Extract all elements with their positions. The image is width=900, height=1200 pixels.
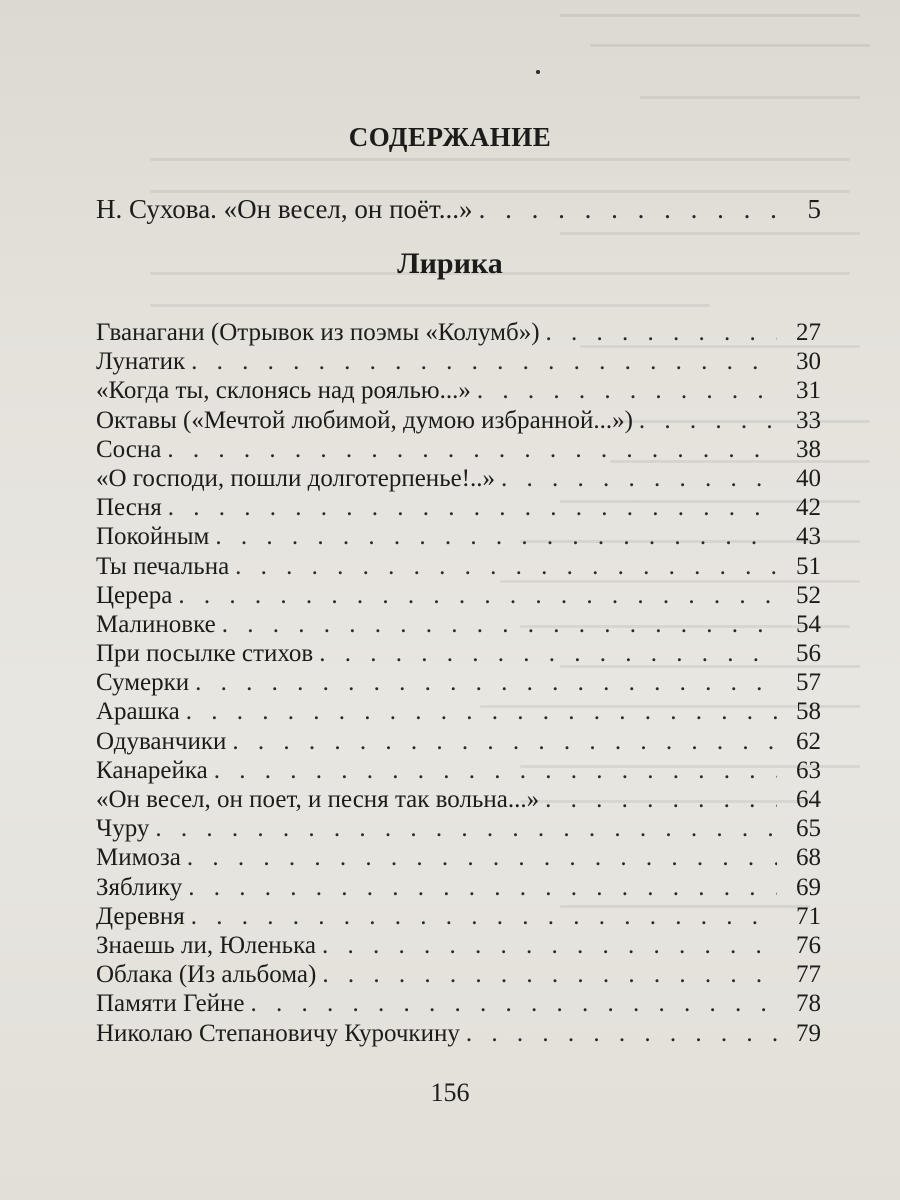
toc-entry	[96, 960, 821, 989]
entry-page: 33	[796, 406, 821, 434]
dot-leader	[216, 610, 777, 639]
entry-title: Покойным	[96, 523, 210, 551]
entry-page: 77	[796, 961, 821, 989]
toc-entry	[96, 610, 821, 639]
toc-entry	[96, 318, 821, 347]
entry-page: 69	[796, 873, 821, 901]
toc-entry	[96, 493, 821, 522]
toc-entry	[96, 931, 821, 960]
dot-leader	[208, 756, 777, 785]
entry-title: «Он весел, он поет, и песня так вольна...»	[96, 786, 540, 813]
entry-page: 54	[796, 610, 821, 638]
page-number: 156	[430, 1078, 470, 1107]
dot-leader	[316, 960, 777, 989]
dot-leader	[189, 668, 777, 697]
entry-title: Сумерки	[96, 669, 190, 697]
entry-page: 51	[796, 552, 821, 580]
entry-page: 43	[796, 523, 821, 551]
dot-leader	[182, 873, 777, 902]
entry-title: Одуванчики	[96, 727, 227, 755]
dot-leader	[316, 931, 777, 960]
dot-leader	[185, 902, 777, 931]
entry-page: 42	[796, 494, 821, 522]
dot-leader	[161, 435, 777, 464]
toc-entry	[96, 668, 821, 697]
dot-leader	[495, 464, 777, 493]
entry-page: 65	[796, 815, 821, 843]
intro-page: 5	[807, 194, 821, 224]
entry-title: Знаешь ли, Юленька	[96, 931, 316, 959]
entry-page: 56	[796, 640, 821, 668]
toc-entry	[96, 435, 821, 464]
entry-page: 27	[796, 319, 821, 346]
toc-entry	[96, 406, 821, 435]
dot-leader	[245, 989, 777, 1018]
entry-title: Деревня	[96, 902, 185, 930]
entry-page: 57	[796, 669, 821, 697]
toc-entry	[96, 522, 821, 551]
entry-title: Песня	[96, 494, 162, 522]
entry-page: 58	[796, 698, 821, 726]
entry-title: Николаю Степановичу Курочкину	[96, 1019, 460, 1047]
toc-entry	[96, 727, 821, 756]
dot-leader	[471, 376, 777, 405]
dot-leader	[313, 639, 777, 668]
dot-leader	[540, 318, 777, 347]
section-heading: Лирика	[397, 247, 503, 280]
entry-title: Гванагани (Отрывок из поэмы «Колумб»)	[96, 319, 540, 346]
dot-leader	[226, 727, 777, 756]
entry-page: 31	[796, 377, 821, 405]
entry-title: Мимоза	[96, 844, 181, 872]
entry-title: Облака (Из альбома)	[96, 961, 317, 989]
dot-leader	[181, 843, 777, 872]
entry-page: 40	[796, 464, 821, 492]
toc-entry	[96, 464, 821, 493]
entry-title: Малиновке	[96, 610, 216, 638]
entry-title: «Когда ты, склонясь над роялью...»	[96, 377, 471, 405]
entry-page: 30	[796, 348, 821, 376]
intro-title: Н. Сухова. «Он весел, он поёт...»	[96, 194, 473, 224]
entry-title: Сосна	[96, 435, 162, 463]
entry-page: 64	[796, 786, 821, 813]
toc-entry	[96, 989, 821, 1018]
ink-dot	[536, 70, 540, 74]
entry-page: 76	[796, 931, 821, 959]
entry-page: 38	[796, 435, 821, 463]
toc-entry	[96, 639, 821, 668]
intro-entry	[96, 194, 821, 228]
entry-title: Арашка	[96, 698, 180, 726]
entry-title: При посылке стихов	[96, 640, 314, 668]
entry-title: Лунатик	[96, 348, 186, 376]
toc-entry	[96, 347, 821, 376]
dot-leader	[185, 347, 777, 376]
entry-title: «О господи, пошли долготерпенье!..»	[96, 464, 496, 492]
entry-page: 52	[796, 581, 821, 609]
entry-title: Чуру	[96, 815, 150, 843]
dot-leader	[162, 493, 777, 522]
entry-title: Церера	[96, 581, 173, 609]
dot-leader	[539, 785, 777, 814]
toc-entry	[96, 376, 821, 405]
toc-entry	[96, 697, 821, 726]
dot-leader	[149, 814, 777, 843]
entry-page: 63	[796, 756, 821, 784]
toc-entry	[96, 873, 821, 902]
dot-leader	[209, 522, 777, 551]
dot-leader	[180, 697, 777, 726]
toc-list	[96, 318, 821, 1048]
dot-leader	[473, 194, 777, 225]
entry-title: Ты печальна	[96, 552, 230, 580]
entry-page: 62	[796, 727, 821, 755]
entry-title: Канарейка	[96, 756, 208, 784]
entry-title: Зяблику	[96, 873, 183, 901]
entry-title: Октавы («Мечтой любимой, думою избранной...»)	[96, 406, 633, 434]
entry-page: 79	[796, 1019, 821, 1047]
toc-entry	[96, 581, 821, 610]
entry-title: Памяти Гейне	[96, 990, 245, 1018]
entry-page: 68	[796, 844, 821, 872]
entry-page: 71	[796, 902, 821, 930]
contents-heading: СОДЕРЖАНИЕ	[348, 122, 552, 152]
toc-entry	[96, 814, 821, 843]
toc-entry	[96, 1019, 821, 1048]
toc-entry	[96, 902, 821, 931]
toc-entry	[96, 843, 821, 872]
dot-leader	[229, 552, 777, 581]
dot-leader	[633, 406, 777, 435]
dot-leader	[172, 581, 777, 610]
toc-entry	[96, 756, 821, 785]
entry-page: 78	[796, 990, 821, 1018]
toc-entry	[96, 785, 821, 814]
dot-leader	[460, 1019, 777, 1048]
toc-entry	[96, 552, 821, 581]
